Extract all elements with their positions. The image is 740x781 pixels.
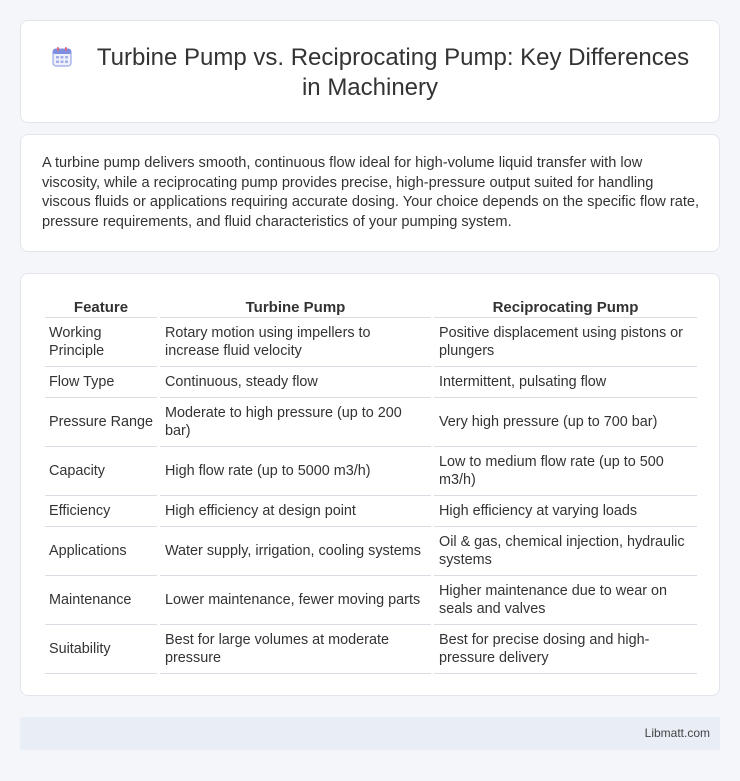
intro-paragraph: A turbine pump delivers smooth, continuous flow ideal for high-volume liquid transfer with low viscosity, while a reciprocating pump provides precise, high-pressure output suited for handling viscous fluids or applications requiring accurate dosing. Your choice depends on the specific flow rate, pressure requirements, and fluid characteristics of your pumping system.	[42, 155, 700, 230]
table-row	[45, 318, 697, 367]
footer-bar	[20, 717, 720, 750]
cell-feature: Pressure Range	[45, 398, 157, 447]
footer-brand-link[interactable]: Libmatt.com	[644, 726, 710, 740]
table-row	[45, 398, 697, 447]
cell-feature: Capacity	[45, 447, 157, 496]
table-row	[45, 625, 697, 674]
cell-reciprocating: Intermittent, pulsating flow	[434, 367, 697, 398]
comparison-table	[42, 296, 700, 674]
cell-reciprocating: Low to medium flow rate (up to 500 m3/h)	[434, 447, 697, 496]
cell-turbine: Continuous, steady flow	[160, 367, 431, 398]
cell-feature: Maintenance	[45, 576, 157, 625]
cell-reciprocating: Very high pressure (up to 700 bar)	[434, 398, 697, 447]
cell-turbine: Moderate to high pressure (up to 200 bar)	[160, 398, 431, 447]
cell-reciprocating: Positive displacement using pistons or plungers	[434, 318, 697, 367]
header-reciprocating-pump: Reciprocating Pump	[434, 296, 697, 318]
cell-reciprocating: Best for precise dosing and high-pressure delivery	[434, 625, 697, 674]
table-header-row	[45, 296, 697, 318]
calendar-icon	[51, 46, 73, 68]
cell-feature: Flow Type	[45, 367, 157, 398]
cell-reciprocating: Higher maintenance due to wear on seals and valves	[434, 576, 697, 625]
table-row	[45, 496, 697, 527]
cell-turbine: Rotary motion using impellers to increase fluid velocity	[160, 318, 431, 367]
page-title-text: Turbine Pump vs. Reciprocating Pump: Key Differences in Machinery	[96, 44, 690, 101]
cell-feature: Applications	[45, 527, 157, 576]
header-feature: Feature	[45, 296, 157, 318]
cell-turbine: Lower maintenance, fewer moving parts	[160, 576, 431, 625]
cell-turbine: High efficiency at design point	[160, 496, 431, 527]
comparison-card	[20, 273, 720, 696]
intro-card	[20, 134, 720, 252]
table-row	[45, 527, 697, 576]
cell-turbine: Best for large volumes at moderate pressure	[160, 625, 431, 674]
cell-turbine: High flow rate (up to 5000 m3/h)	[160, 447, 431, 496]
cell-turbine: Water supply, irrigation, cooling systems	[160, 527, 431, 576]
page-title	[21, 43, 719, 103]
cell-feature: Suitability	[45, 625, 157, 674]
table-row	[45, 367, 697, 398]
cell-reciprocating: Oil & gas, chemical injection, hydraulic systems	[434, 527, 697, 576]
table-row	[45, 447, 697, 496]
header-turbine-pump: Turbine Pump	[160, 296, 431, 318]
title-card	[20, 20, 720, 123]
cell-feature: Efficiency	[45, 496, 157, 527]
table-row	[45, 576, 697, 625]
cell-reciprocating: High efficiency at varying loads	[434, 496, 697, 527]
cell-feature: Working Principle	[45, 318, 157, 367]
